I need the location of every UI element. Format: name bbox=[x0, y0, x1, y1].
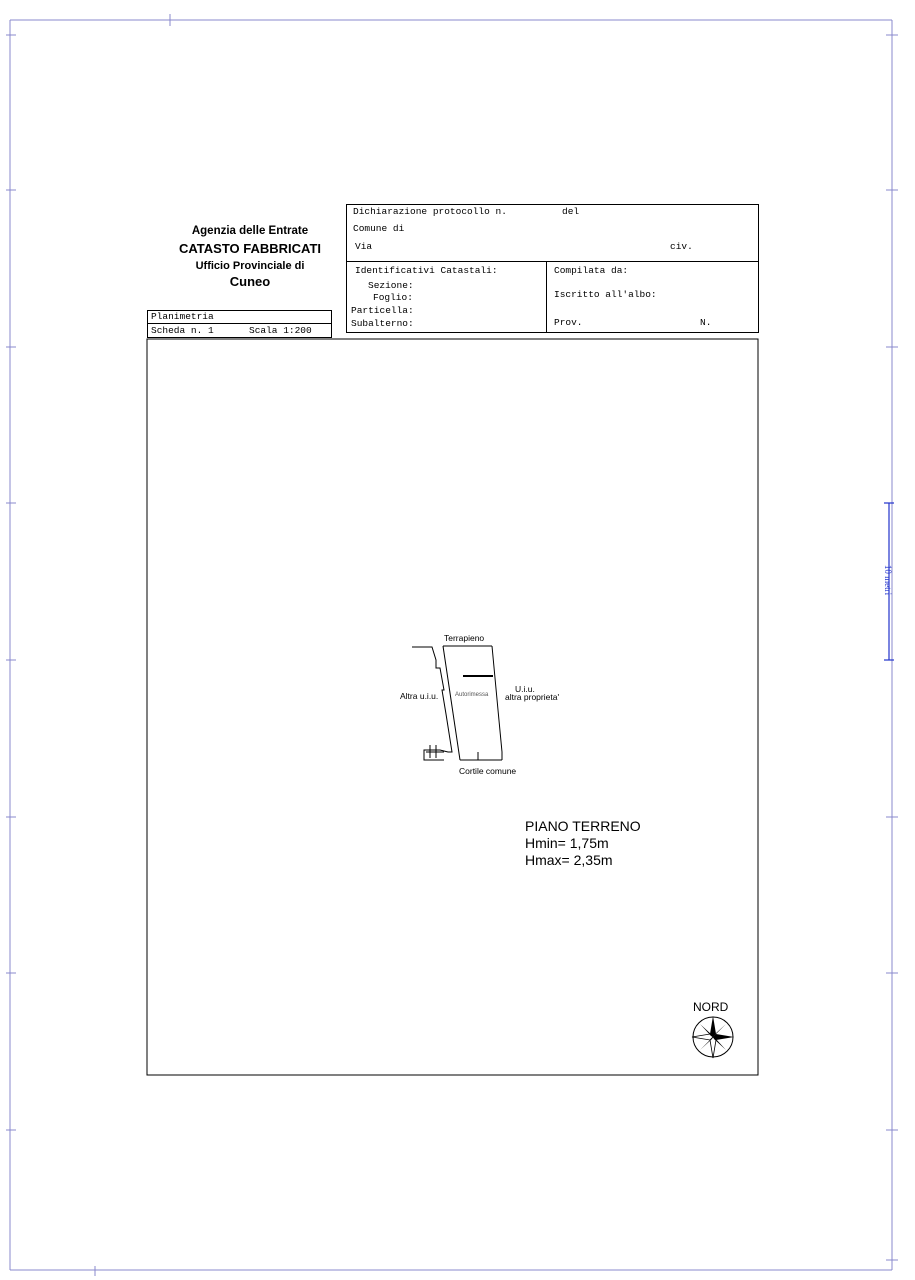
particella-label: Particella: bbox=[351, 305, 414, 316]
provincia-name: Cuneo bbox=[229, 274, 271, 289]
cortile-label: Cortile comune bbox=[459, 766, 517, 776]
n-label: N. bbox=[700, 317, 712, 328]
foglio-label: Foglio: bbox=[373, 292, 413, 303]
catasto-title: CATASTO FABBRICATI bbox=[178, 241, 322, 256]
hmax-label: Hmax= 2,35m bbox=[525, 852, 613, 868]
comune-label: Comune di bbox=[353, 223, 405, 234]
scheda-number: Scheda n. 1 bbox=[151, 325, 214, 336]
nord-label: NORD bbox=[693, 1000, 729, 1014]
civ-label: civ. bbox=[670, 241, 693, 252]
subalterno-label: Subalterno: bbox=[351, 318, 414, 329]
piano-terreno-label: PIANO TERRENO bbox=[525, 818, 641, 834]
identificativi-title: Identificativi Catastali: bbox=[355, 265, 498, 276]
del-label: del bbox=[562, 206, 580, 217]
compass-rose-icon bbox=[690, 1014, 736, 1060]
iscritto-label: Iscritto all'albo: bbox=[554, 289, 657, 300]
autorimessa-label: Autorimessa bbox=[455, 692, 489, 698]
compilata-label: Compilata da: bbox=[554, 265, 629, 276]
via-label: Via bbox=[355, 241, 373, 252]
prov-label: Prov. bbox=[554, 317, 583, 328]
planimetria-label: Planimetria bbox=[151, 311, 214, 322]
altra-proprieta-label: altra proprieta' bbox=[505, 692, 560, 702]
protocollo-label: Dichiarazione protocollo n. bbox=[353, 206, 507, 217]
agency-name: Agenzia delle Entrate bbox=[191, 225, 309, 237]
scala-label: Scala 1:200 bbox=[249, 325, 312, 336]
uiu-label: U.i.u. bbox=[515, 684, 535, 694]
terrapieno-label: Terrapieno bbox=[444, 633, 485, 643]
scale-bar-label: 10 metri bbox=[883, 564, 894, 596]
ufficio-label: Ufficio Provinciale di bbox=[195, 260, 305, 272]
sezione-label: Sezione: bbox=[368, 280, 414, 291]
altra-uiu-label: Altra u.i.u. bbox=[400, 691, 439, 701]
hmin-label: Hmin= 1,75m bbox=[525, 835, 609, 851]
